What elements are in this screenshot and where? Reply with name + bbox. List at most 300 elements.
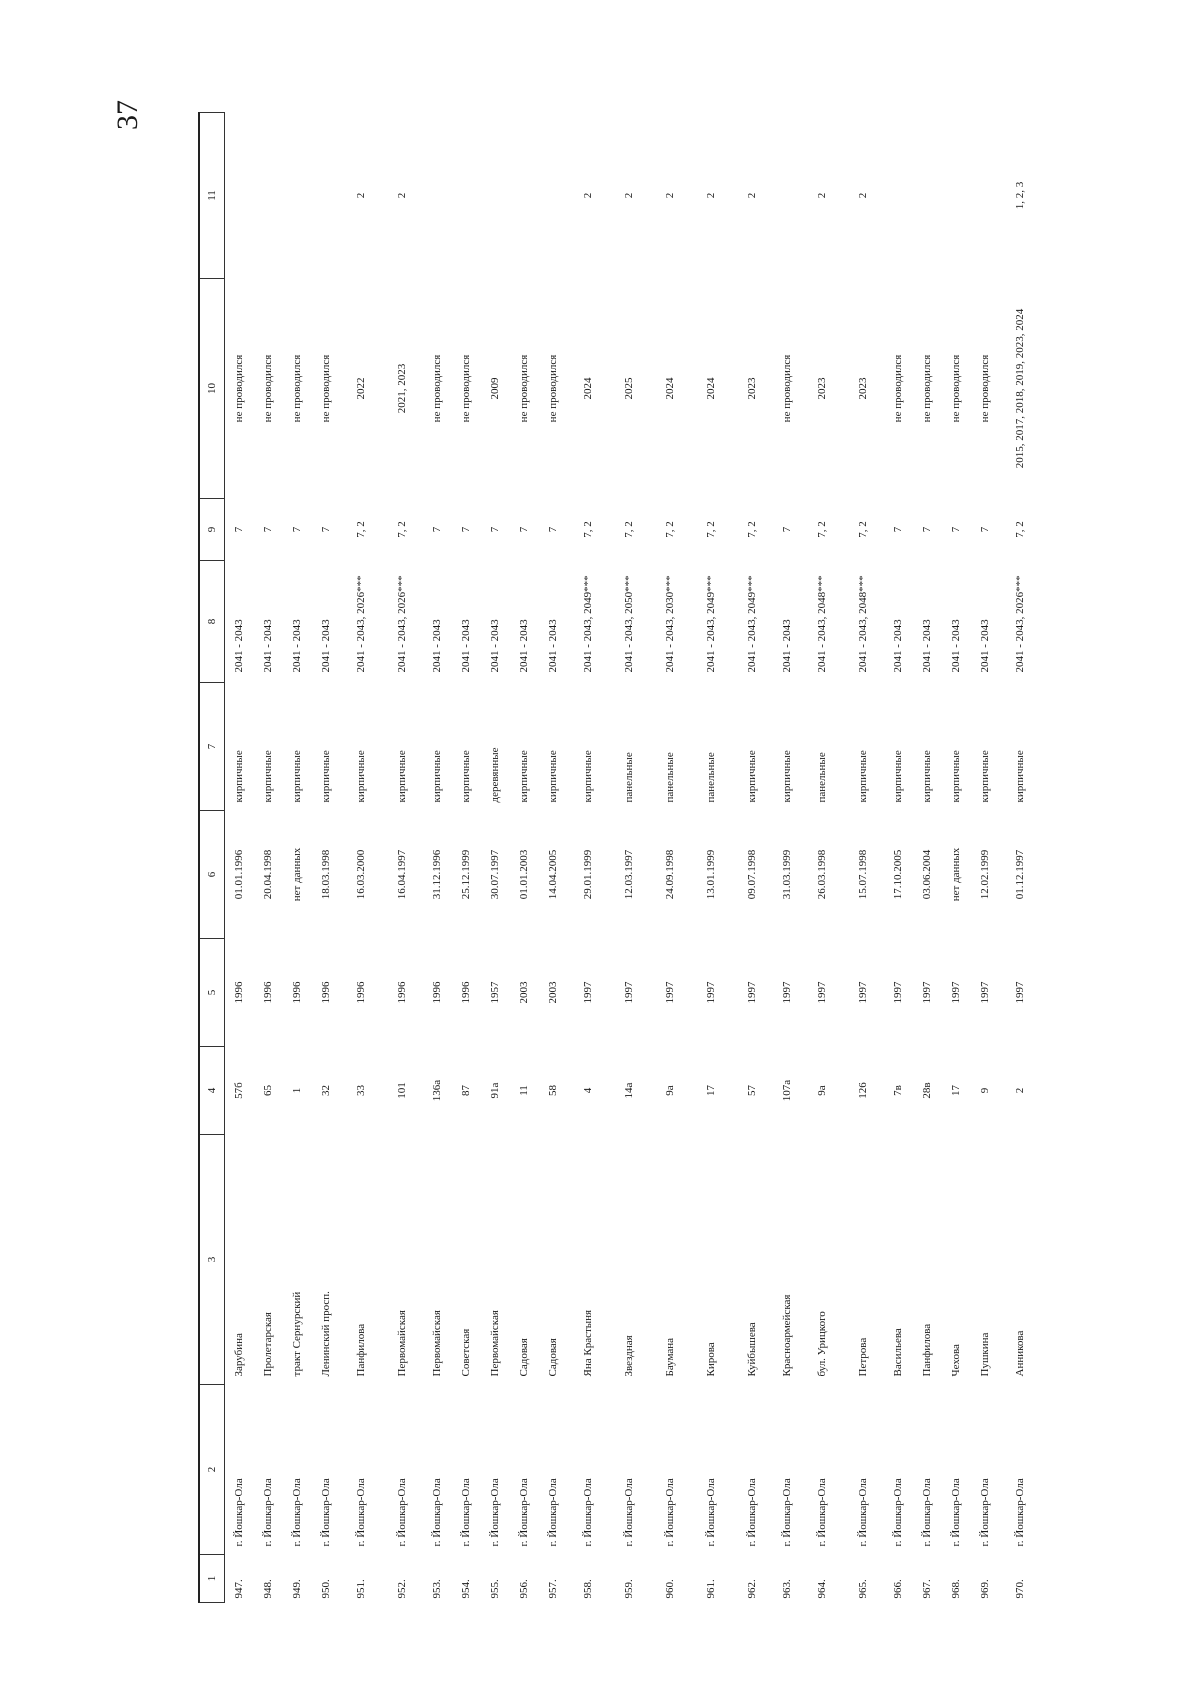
period-cell: 2041 - 2043 [460,619,472,673]
note-cell: 2 [664,192,676,199]
house-cell: 101 [396,1082,408,1099]
code-cell: 7, 2 [664,521,676,538]
table-row [283,113,312,1603]
date-cell: 29.01.1999 [582,849,594,900]
repair-cell: не проводился [431,354,443,423]
date-cell: 03.06.2004 [921,849,933,900]
period-cell: 2041 - 2043, 2050*** [623,575,635,673]
period-cell: 2041 - 2043 [233,619,245,673]
code-cell: 7 [950,526,962,533]
street-cell: Советская [460,1328,472,1377]
table-row [423,113,452,1603]
row-number: 948. [262,1579,274,1599]
repair-cell: 2023 [857,377,869,400]
repair-cell: 2023 [816,377,828,400]
period-cell: 2041 - 2043, 2048*** [816,575,828,673]
note-cell: 2 [816,192,828,199]
row-number: 950. [320,1579,332,1599]
code-cell: 7 [489,526,501,533]
note-cell [773,113,802,279]
row-number: 963. [781,1579,793,1599]
row-number: 969. [979,1579,991,1599]
table-row [913,113,942,1603]
row-number: 947. [233,1579,245,1599]
repair-cell: не проводился [892,354,904,423]
table-row [539,113,568,1603]
code-cell: 7, 2 [355,521,367,538]
note-cell [481,113,510,279]
table-row [341,113,382,1603]
material-cell: кирпичные [320,750,332,803]
housing-table [198,112,1041,1603]
street-cell: Ленинский просп. [320,1291,332,1377]
house-cell: 17 [705,1085,717,1096]
house-cell: 9а [816,1085,828,1096]
code-cell: 7, 2 [857,521,869,538]
column-header: 7 [199,683,225,811]
row-number: 953. [431,1579,443,1599]
material-cell: кирпичные [921,750,933,803]
repair-cell: не проводился [291,354,303,423]
city-cell: г. Йошкар-Ола [950,1478,962,1547]
period-cell: 2041 - 2043 [950,619,962,673]
column-header: 9 [199,499,225,561]
year-cell: 1997 [1014,981,1026,1004]
column-header: 11 [199,113,225,279]
column-header: 4 [199,1047,225,1135]
period-cell: 2041 - 2043, 2026*** [396,575,408,673]
material-cell: панельные [664,752,676,803]
city-cell: г. Йошкар-Ола [705,1478,717,1547]
repair-cell: не проводился [781,354,793,423]
repair-cell: не проводился [547,354,559,423]
city-cell: г. Йошкар-Ола [623,1478,635,1547]
date-cell: 12.02.1999 [979,849,991,900]
repair-cell: 2024 [582,377,594,400]
year-cell: 1996 [233,981,245,1004]
period-cell: 2041 - 2043 [979,619,991,673]
date-cell: 30.07.1997 [489,849,501,900]
repair-cell: не проводился [233,354,245,423]
material-cell: кирпичные [547,750,559,803]
table-row [802,113,843,1603]
year-cell: 1996 [396,981,408,1004]
city-cell: г. Йошкар-Ола [355,1478,367,1547]
year-cell: 1997 [950,981,962,1004]
table-row [843,113,884,1603]
row-number: 958. [582,1579,594,1599]
street-cell: Куйбышева [746,1322,758,1377]
year-cell: 2003 [547,981,559,1004]
row-number: 952. [396,1579,408,1599]
material-cell: панельные [623,752,635,803]
year-cell: 1997 [921,981,933,1004]
date-cell: 25.12.1999 [460,849,472,900]
house-cell: 7в [892,1085,904,1096]
period-cell: 2041 - 2043 [892,619,904,673]
repair-cell: не проводился [320,354,332,423]
city-cell: г. Йошкар-Ола [396,1478,408,1547]
date-cell: 17.10.2005 [892,849,904,900]
note-cell [225,113,255,279]
house-cell: 2 [1014,1087,1026,1094]
period-cell: 2041 - 2043 [262,619,274,673]
column-header: 6 [199,811,225,939]
material-cell: кирпичные [950,750,962,803]
row-number: 962. [746,1579,758,1599]
table-row [609,113,650,1603]
row-number: 957. [547,1579,559,1599]
table-row [510,113,539,1603]
repair-cell: не проводился [979,354,991,423]
street-cell: Пушкина [979,1332,991,1377]
header-row [199,113,225,1603]
house-cell: 58 [547,1085,559,1096]
city-cell: г. Йошкар-Ола [921,1478,933,1547]
material-cell: кирпичные [518,750,530,803]
house-cell: 1 [291,1087,303,1094]
year-cell: 1997 [664,981,676,1004]
table-row [254,113,283,1603]
period-cell: 2041 - 2043, 2030*** [664,575,676,673]
table-row [312,113,341,1603]
city-cell: г. Йошкар-Ола [781,1478,793,1547]
code-cell: 7, 2 [1014,521,1026,538]
house-cell: 91а [489,1082,501,1099]
repair-cell: не проводился [950,354,962,423]
date-cell: 26.03.1998 [816,849,828,900]
period-cell: 2041 - 2043 [547,619,559,673]
house-cell: 136а [431,1079,443,1102]
code-cell: 7 [781,526,793,533]
table-row [942,113,971,1603]
city-cell: г. Йошкар-Ола [582,1478,594,1547]
code-cell: 7 [431,526,443,533]
house-cell: 57 [746,1085,758,1096]
code-cell: 7, 2 [746,521,758,538]
date-cell: 18.03.1998 [320,849,332,900]
note-cell [510,113,539,279]
street-cell: Садовая [518,1338,530,1377]
city-cell: г. Йошкар-Ола [460,1478,472,1547]
year-cell: 1997 [857,981,869,1004]
city-cell: г. Йошкар-Ола [291,1478,303,1547]
period-cell: 2041 - 2043, 2048*** [857,575,869,673]
city-cell: г. Йошкар-Ола [233,1478,245,1547]
repair-cell: 2021, 2023 [396,363,408,414]
row-number: 966. [892,1579,904,1599]
date-cell: 20.04.1998 [262,849,274,900]
code-cell: 7, 2 [816,521,828,538]
code-cell: 7 [291,526,303,533]
street-cell: бул. Урицкого [816,1311,828,1377]
table-row [452,113,481,1603]
code-cell: 7, 2 [396,521,408,538]
period-cell: 2041 - 2043, 2026*** [355,575,367,673]
row-number: 967. [921,1579,933,1599]
street-cell: Пролетарская [262,1312,274,1377]
year-cell: 1997 [892,981,904,1004]
date-cell: 01.12.1997 [1014,849,1026,900]
city-cell: г. Йошкар-Ола [746,1478,758,1547]
row-number: 951. [355,1579,367,1599]
note-cell [539,113,568,279]
house-cell: 57б [233,1082,245,1099]
row-number: 970. [1014,1579,1026,1599]
material-cell: кирпичные [291,750,303,803]
street-cell: Анникова [1014,1330,1026,1377]
repair-cell: не проводился [262,354,274,423]
period-cell: 2041 - 2043 [320,619,332,673]
repair-cell: 2015, 2017, 2018, 2019, 2023, 2024 [1014,308,1026,469]
city-cell: г. Йошкар-Ола [262,1478,274,1547]
note-cell [913,113,942,279]
code-cell: 7, 2 [582,521,594,538]
date-cell: нет данных [950,847,962,902]
code-cell: 7 [262,526,274,533]
year-cell: 1996 [431,981,443,1004]
material-cell: кирпичные [262,750,274,803]
year-cell: 1997 [623,981,635,1004]
date-cell: нет данных [291,847,303,902]
column-header: 1 [199,1555,225,1603]
repair-cell: не проводился [460,354,472,423]
column-header: 2 [199,1385,225,1555]
table-row [691,113,732,1603]
street-cell: Звездная [623,1335,635,1377]
year-cell: 2003 [518,981,530,1004]
repair-cell: 2023 [746,377,758,400]
note-cell [423,113,452,279]
city-cell: г. Йошкар-Ола [1014,1478,1026,1547]
city-cell: г. Йошкар-Ола [489,1478,501,1547]
period-cell: 2041 - 2043 [291,619,303,673]
note-cell [884,113,913,279]
material-cell: кирпичные [857,750,869,803]
house-cell: 9 [979,1087,991,1094]
repair-cell: 2024 [705,377,717,400]
row-number: 954. [460,1579,472,1599]
house-cell: 17 [950,1085,962,1096]
material-cell: панельные [705,752,717,803]
house-cell: 65 [262,1085,274,1096]
material-cell: панельные [816,752,828,803]
date-cell: 15.07.1998 [857,849,869,900]
repair-cell: 2025 [623,377,635,400]
street-cell: Чехова [950,1344,962,1377]
code-cell: 7, 2 [623,521,635,538]
table-row [971,113,1000,1603]
date-cell: 31.03.1999 [781,849,793,900]
date-cell: 16.03.2000 [355,849,367,900]
house-cell: 11 [518,1085,530,1096]
repair-cell: 2024 [664,377,676,400]
note-cell [312,113,341,279]
note-cell [971,113,1000,279]
house-cell: 4 [582,1087,594,1094]
table-row [225,113,255,1603]
code-cell: 7 [233,526,245,533]
note-cell [942,113,971,279]
column-header: 3 [199,1135,225,1385]
row-number: 955. [489,1579,501,1599]
year-cell: 1996 [320,981,332,1004]
note-cell: 2 [623,192,635,199]
city-cell: г. Йошкар-Ола [431,1478,443,1547]
table-body [225,113,1042,1603]
street-cell: Первомайская [431,1310,443,1377]
period-cell: 2041 - 2043, 2049*** [746,575,758,673]
street-cell: Зарубина [233,1333,245,1377]
house-cell: 33 [355,1085,367,1096]
note-cell: 2 [857,192,869,199]
date-cell: 24.09.1998 [664,849,676,900]
material-cell: кирпичные [233,750,245,803]
row-number: 965. [857,1579,869,1599]
year-cell: 1996 [291,981,303,1004]
period-cell: 2041 - 2043 [921,619,933,673]
period-cell: 2041 - 2043 [518,619,530,673]
period-cell: 2041 - 2043, 2049*** [582,575,594,673]
house-cell: 9а [664,1085,676,1096]
street-cell: Кирова [705,1342,717,1377]
row-number: 959. [623,1579,635,1599]
code-cell: 7 [320,526,332,533]
year-cell: 1997 [979,981,991,1004]
period-cell: 2041 - 2043 [431,619,443,673]
code-cell: 7 [892,526,904,533]
repair-cell: не проводился [921,354,933,423]
period-cell: 2041 - 2043, 2049*** [705,575,717,673]
material-cell: кирпичные [979,750,991,803]
period-cell: 2041 - 2043 [489,619,501,673]
table-row [481,113,510,1603]
city-cell: г. Йошкар-Ола [320,1478,332,1547]
note-cell: 2 [705,192,717,199]
table-row [382,113,423,1603]
year-cell: 1996 [355,981,367,1004]
period-cell: 2041 - 2043, 2026*** [1014,575,1026,673]
city-cell: г. Йошкар-Ола [816,1478,828,1547]
page-number: 37 [111,100,144,130]
house-cell: 32 [320,1085,332,1096]
material-cell: кирпичные [431,750,443,803]
date-cell: 01.01.2003 [518,849,530,900]
street-cell: Садовая [547,1338,559,1377]
street-cell: Первомайская [489,1310,501,1377]
year-cell: 1996 [460,981,472,1004]
table-row [773,113,802,1603]
table-row [568,113,609,1603]
date-cell: 31.12.1996 [431,849,443,900]
year-cell: 1996 [262,981,274,1004]
code-cell: 7 [460,526,472,533]
street-cell: Панфилова [921,1323,933,1377]
date-cell: 14.04.2005 [547,849,559,900]
material-cell: кирпичные [582,750,594,803]
street-cell: Первомайская [396,1310,408,1377]
row-number: 964. [816,1579,828,1599]
year-cell: 1957 [489,981,501,1004]
street-cell: Яна Крастыня [582,1309,594,1377]
date-cell: 01.01.1996 [233,849,245,900]
street-cell: Панфилова [355,1323,367,1377]
code-cell: 7 [979,526,991,533]
city-cell: г. Йошкар-Ола [979,1478,991,1547]
city-cell: г. Йошкар-Ола [857,1478,869,1547]
year-cell: 1997 [705,981,717,1004]
note-cell [254,113,283,279]
material-cell: кирпичные [396,750,408,803]
street-cell: тракт Сернурский [291,1291,303,1377]
column-header: 5 [199,939,225,1047]
date-cell: 13.01.1999 [705,849,717,900]
code-cell: 7, 2 [705,521,717,538]
material-cell: кирпичные [460,750,472,803]
table-row [732,113,773,1603]
note-cell: 2 [746,192,758,199]
date-cell: 09.07.1998 [746,849,758,900]
material-cell: кирпичные [1014,750,1026,803]
street-cell: Красноармейская [781,1294,793,1377]
note-cell: 2 [396,192,408,199]
row-number: 960. [664,1579,676,1599]
note-cell: 2 [355,192,367,199]
row-number: 949. [291,1579,303,1599]
material-cell: кирпичные [746,750,758,803]
date-cell: 12.03.1997 [623,849,635,900]
material-cell: деревянные [489,747,501,803]
period-cell: 2041 - 2043 [781,619,793,673]
repair-cell: не проводился [518,354,530,423]
table-row [884,113,913,1603]
house-cell: 28в [921,1082,933,1099]
table-container [198,113,1026,1603]
house-cell: 87 [460,1085,472,1096]
city-cell: г. Йошкар-Ола [664,1478,676,1547]
table-row [650,113,691,1603]
note-cell: 1, 2, 3 [1014,181,1026,210]
year-cell: 1997 [781,981,793,1004]
street-cell: Петрова [857,1337,869,1377]
repair-cell: 2022 [355,377,367,400]
material-cell: кирпичные [892,750,904,803]
repair-cell: 2009 [489,377,501,400]
city-cell: г. Йошкар-Ола [518,1478,530,1547]
material-cell: кирпичные [781,750,793,803]
column-header: 8 [199,561,225,683]
note-cell [452,113,481,279]
city-cell: г. Йошкар-Ола [547,1478,559,1547]
street-cell: Баумана [664,1337,676,1377]
row-number: 956. [518,1579,530,1599]
note-cell [283,113,312,279]
code-cell: 7 [921,526,933,533]
year-cell: 1997 [582,981,594,1004]
city-cell: г. Йошкар-Ола [892,1478,904,1547]
code-cell: 7 [518,526,530,533]
row-number: 961. [705,1579,717,1599]
year-cell: 1997 [746,981,758,1004]
date-cell: 16.04.1997 [396,849,408,900]
house-cell: 14а [623,1082,635,1099]
row-number: 968. [950,1579,962,1599]
note-cell: 2 [582,192,594,199]
code-cell: 7 [547,526,559,533]
house-cell: 107а [781,1079,793,1102]
column-header: 10 [199,279,225,499]
year-cell: 1997 [816,981,828,1004]
